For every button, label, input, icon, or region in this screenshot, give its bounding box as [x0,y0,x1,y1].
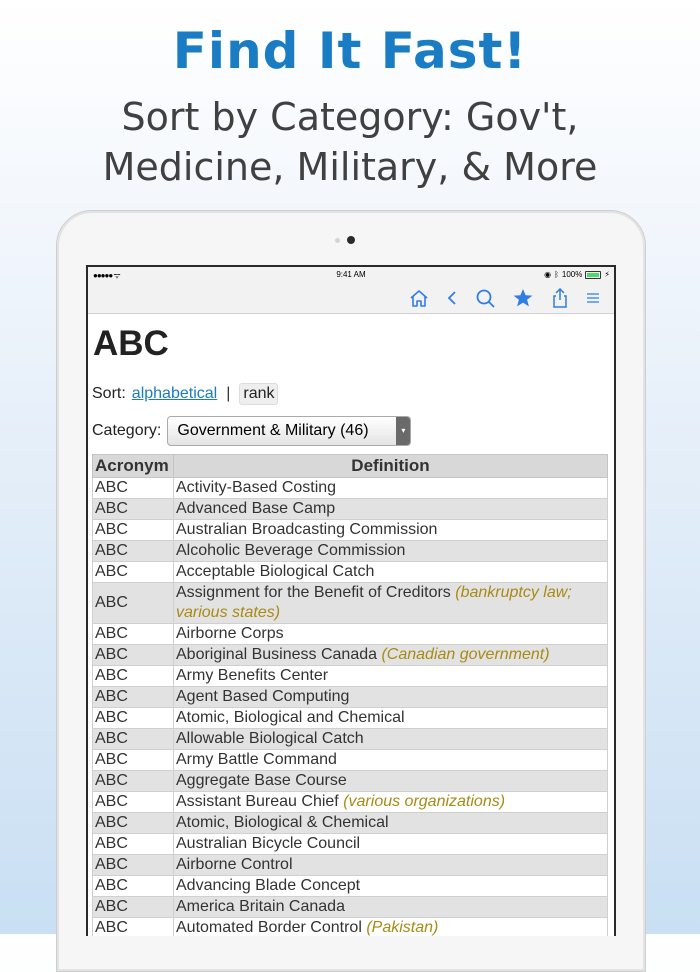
page-title: ABC [93,324,169,363]
battery-icon [585,271,601,279]
definition-text: Aboriginal Business Canada [176,646,378,663]
definition-text: Australian Bicycle Council [176,835,361,852]
cell-acronym: ABC [93,583,174,624]
cell-acronym: ABC [93,541,174,562]
promo-subline [0,92,700,192]
table-row[interactable] [93,834,608,855]
definition-text: Army Benefits Center [176,667,329,684]
cell-acronym: ABC [93,792,174,813]
table-row[interactable] [93,520,608,541]
rotation-lock-icon: ◉ [544,270,552,279]
cell-acronym: ABC [93,897,174,918]
cell-definition[interactable] [174,583,608,624]
sensor-dot [335,238,340,243]
column-header-definition: Definition [174,455,608,478]
definition-note: (various organizations) [343,793,506,810]
cell-acronym: ABC [93,499,174,520]
definition-text: Automated Border Control [176,919,362,936]
home-icon[interactable] [408,288,430,308]
table-row[interactable] [93,792,608,813]
cell-definition[interactable] [174,771,608,792]
battery-percent: 100% [561,270,583,279]
table-row[interactable] [93,499,608,520]
table-row[interactable] [93,918,608,937]
definition-text: Assistant Bureau Chief [176,793,339,810]
definition-text: Army Battle Command [176,751,337,768]
cell-definition[interactable] [174,876,608,897]
definition-note: (Canadian government) [381,646,550,663]
sort-alphabetical-link[interactable]: alphabetical [131,385,218,402]
table-header-row [93,455,608,478]
cell-definition[interactable] [174,918,608,937]
cell-acronym: ABC [93,624,174,645]
category-row [92,414,610,448]
table-row[interactable] [93,562,608,583]
star-icon[interactable] [512,288,534,308]
cell-acronym: ABC [93,855,174,876]
cell-definition[interactable] [174,562,608,583]
chevron-down-icon: ▾ [396,417,410,445]
definition-text: Atomic, Biological and Chemical [176,709,405,726]
camera [347,236,355,244]
cell-acronym: ABC [93,750,174,771]
status-bar [88,267,614,283]
definition-text: Alcoholic Beverage Commission [176,542,406,559]
cell-definition[interactable] [174,729,608,750]
table-row[interactable] [93,876,608,897]
table-row[interactable] [93,687,608,708]
content [88,324,614,936]
promo-subline-1: Sort by Category: Gov't, [121,95,579,139]
definition-text: Assignment for the Benefit of Creditors [176,584,451,601]
back-icon[interactable] [442,288,464,308]
cell-acronym: ABC [93,918,174,937]
cell-acronym: ABC [93,645,174,666]
promo-subline-2: Medicine, Military, & More [102,145,598,189]
definition-text: Agent Based Computing [176,688,350,705]
table-row[interactable] [93,855,608,876]
table-row[interactable] [93,708,608,729]
promo-headline: Find It Fast! [172,22,528,80]
cell-definition[interactable] [174,855,608,876]
definition-text: Airborne Corps [176,625,284,642]
cell-definition[interactable] [174,499,608,520]
app-screen [86,265,616,936]
search-icon[interactable] [474,288,496,308]
definition-text: Acceptable Biological Catch [176,563,375,580]
cell-definition[interactable] [174,687,608,708]
cell-acronym: ABC [93,666,174,687]
table-row[interactable] [93,645,608,666]
definition-text: Allowable Biological Catch [176,730,364,747]
cell-acronym: ABC [93,520,174,541]
toolbar [88,283,614,314]
acronym-table [92,454,608,936]
cell-definition[interactable] [174,645,608,666]
definition-text: Airborne Control [176,856,293,873]
column-header-acronym: Acronym [93,455,174,478]
cell-acronym: ABC [93,813,174,834]
sort-label: Sort: [92,385,126,402]
cell-definition[interactable] [174,478,608,499]
cell-acronym: ABC [93,729,174,750]
status-time: 9:41 AM [336,270,366,279]
cell-acronym: ABC [93,687,174,708]
table-row[interactable] [93,541,608,562]
cell-definition[interactable] [174,897,608,918]
cell-definition[interactable] [174,708,608,729]
table-row[interactable] [93,771,608,792]
cell-definition[interactable] [174,666,608,687]
signal-icon: ●●●●● ᯤ [93,271,120,280]
cell-definition[interactable] [174,520,608,541]
table-row[interactable] [93,813,608,834]
sort-separator: | [226,385,231,402]
bluetooth-icon: ᛒ [554,270,559,279]
cell-acronym: ABC [93,708,174,729]
table-row[interactable] [93,478,608,499]
category-label: Category: [92,422,162,439]
table-row[interactable] [93,897,608,918]
definition-note: (bankruptcy law; various states) [176,584,572,621]
cell-definition[interactable] [174,541,608,562]
definition-text: Atomic, Biological & Chemical [176,814,389,831]
sort-row [92,382,610,406]
category-select[interactable] [167,416,411,446]
cell-acronym: ABC [93,562,174,583]
share-icon[interactable] [549,288,571,308]
definition-text: Advanced Base Camp [176,500,336,517]
sort-rank-button[interactable]: rank [239,383,278,405]
category-selected-value: Government & Military (46) [177,422,369,439]
cell-acronym: ABC [93,478,174,499]
definition-text: Aggregate Base Course [176,772,347,789]
cell-acronym: ABC [93,876,174,897]
menu-icon[interactable] [582,288,604,308]
definition-text: Australian Broadcasting Commission [176,521,438,538]
charging-icon: ⚡ [604,270,610,279]
table-row[interactable] [93,729,608,750]
definition-note: (Pakistan) [366,919,439,936]
cell-definition[interactable] [174,750,608,771]
definition-text: America Britain Canada [176,898,345,915]
cell-acronym: ABC [93,834,174,855]
table-row[interactable] [93,583,608,624]
cell-definition[interactable] [174,792,608,813]
definition-text: Advancing Blade Concept [176,877,361,894]
table-row[interactable] [93,666,608,687]
cell-definition[interactable] [174,624,608,645]
table-row[interactable] [93,750,608,771]
cell-definition[interactable] [174,834,608,855]
cell-definition[interactable] [174,813,608,834]
definition-text: Activity-Based Costing [176,479,337,496]
table-row[interactable] [93,624,608,645]
cell-acronym: ABC [93,771,174,792]
